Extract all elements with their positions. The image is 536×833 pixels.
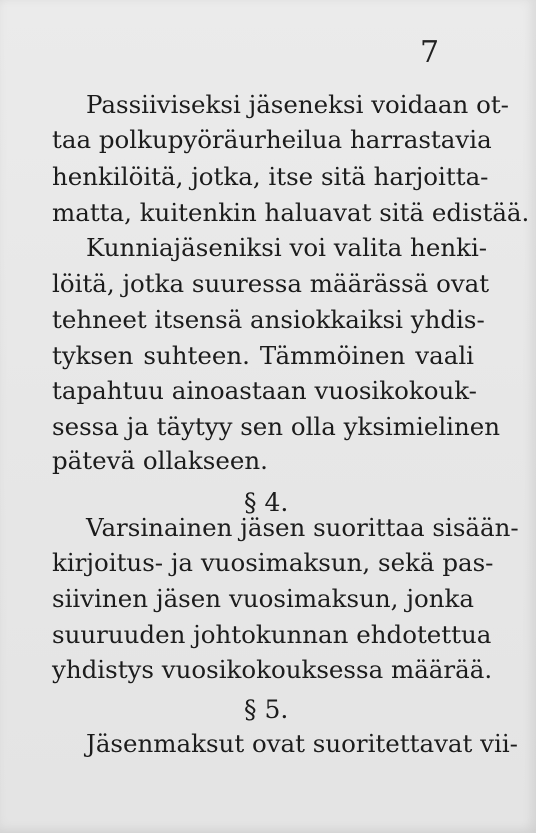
- text-line: taa polkupyöräurheilua harrastavia: [52, 125, 492, 154]
- section-heading-4: § 4.: [244, 488, 289, 517]
- text-line: suuruuden johtokunnan ehdotettua: [52, 620, 492, 649]
- text-line: Varsinainen jäsen suorittaa sisään-: [86, 513, 519, 542]
- page-number: 7: [420, 35, 440, 70]
- text-line: matta, kuitenkin haluavat sitä edistää.: [52, 198, 530, 227]
- text-line: yhdistys vuosikokouksessa määrää.: [52, 655, 493, 684]
- text-line: Jäsenmaksut ovat suoritettavat vii-: [86, 729, 518, 758]
- text-line: tyksen suhteen. Tämmöinen vaali: [52, 341, 474, 370]
- text-line: pätevä ollakseen.: [52, 446, 268, 475]
- text-line: sessa ja täytyy sen olla yksimielinen: [52, 412, 501, 441]
- text-line: henkilöitä, jotka, itse sitä harjoitta-: [52, 162, 489, 191]
- text-line: tehneet itsensä ansiokkaiksi yhdis-: [52, 305, 485, 334]
- text-line: Kunniajäseniksi voi valita henki-: [86, 233, 488, 262]
- text-line: Passiiviseksi jäseneksi voidaan ot-: [86, 90, 509, 119]
- text-line: kirjoitus- ja vuosimaksun, sekä pas-: [52, 548, 494, 577]
- text-line: siivinen jäsen vuosimaksun, jonka: [52, 584, 474, 613]
- text-line: tapahtuu ainoastaan vuosikokouk-: [52, 376, 477, 405]
- section-heading-5: § 5.: [244, 695, 289, 724]
- text-line: löitä, jotka suuressa määrässä ovat: [52, 269, 490, 298]
